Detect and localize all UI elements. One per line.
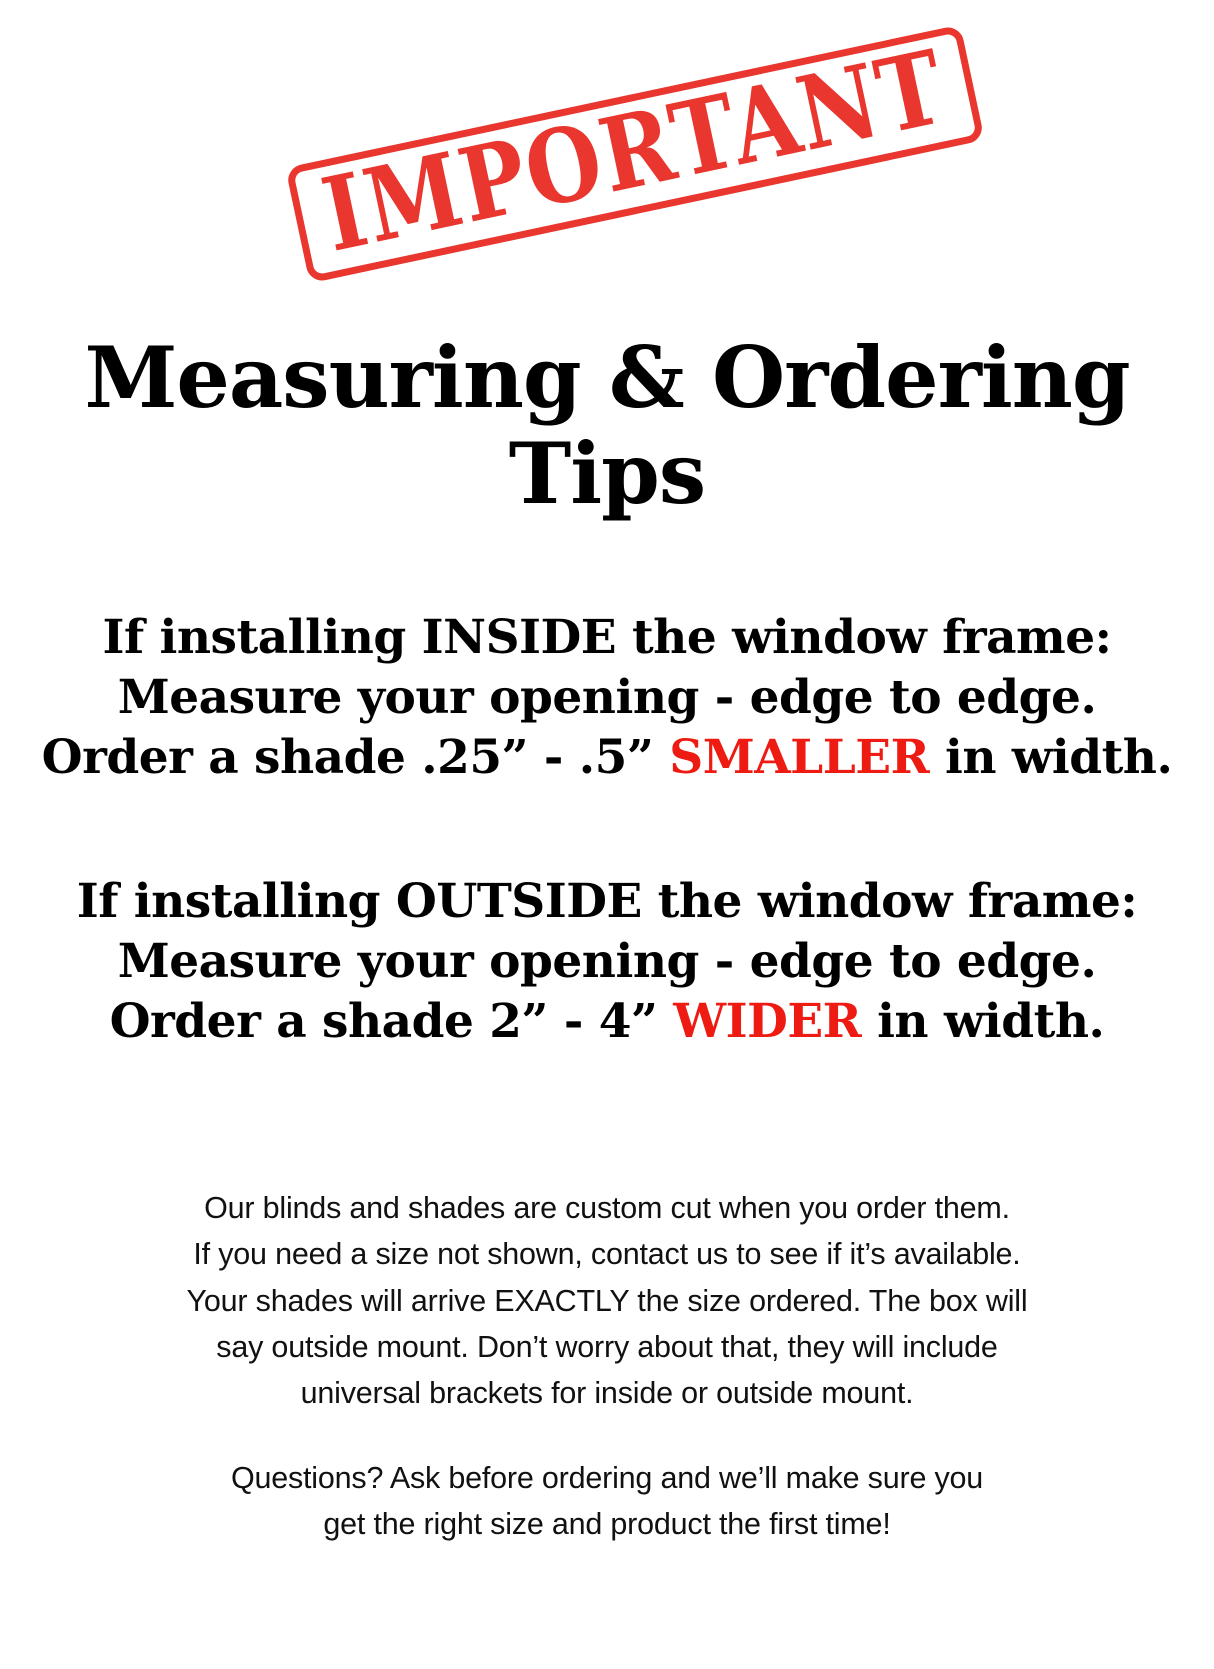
inside-mount-order-suffix: in width. xyxy=(929,730,1173,786)
outside-mount-heading: If installing OUTSIDE the window frame: xyxy=(76,874,1138,929)
fineprint-line: say outside mount. Don’t worry about that, they will include xyxy=(216,1330,998,1365)
fineprint-paragraph-1 xyxy=(0,1185,1214,1417)
inside-mount-instructions xyxy=(0,608,1214,788)
outside-mount-order-suffix: in width. xyxy=(861,994,1105,1050)
outside-mount-measure-line: Measure your opening - edge to edge. xyxy=(117,934,1097,990)
outside-mount-instructions xyxy=(0,872,1214,1052)
page-title-line-1: Measuring & Ordering xyxy=(84,328,1130,427)
inside-mount-order-line xyxy=(0,728,1214,788)
outside-mount-order-prefix: Order a shade 2” - 4” xyxy=(109,994,674,1050)
important-stamp-label: IMPORTANT xyxy=(313,27,956,276)
outside-mount-order-highlight: WIDER xyxy=(673,994,862,1050)
important-stamp-area xyxy=(0,27,1214,310)
inside-mount-order-highlight: SMALLER xyxy=(669,730,930,786)
page-title-line-2: Tips xyxy=(508,423,706,523)
outside-mount-order-line xyxy=(0,992,1214,1052)
fineprint-line: If you need a size not shown, contact us to see if it’s available. xyxy=(193,1237,1021,1272)
fineprint-line: Our blinds and shades are custom cut when you order them. xyxy=(204,1191,1010,1225)
fineprint-line: universal brackets for inside or outside mount. xyxy=(300,1376,914,1411)
page-title xyxy=(0,330,1214,522)
fineprint-paragraph-2 xyxy=(0,1455,1214,1548)
inside-mount-heading: If installing INSIDE the window frame: xyxy=(102,610,1112,665)
inside-mount-measure-line: Measure your opening - edge to edge. xyxy=(117,670,1097,726)
important-stamp xyxy=(285,25,984,284)
fineprint-line: Your shades will arrive EXACTLY the size ordered. The box will xyxy=(186,1283,1028,1318)
fineprint-line: Questions? Ask before ordering and we’ll make sure you xyxy=(230,1461,984,1495)
inside-mount-order-prefix: Order a shade .25” - .5” xyxy=(41,730,670,786)
fineprint-line: get the right size and product the first time! xyxy=(323,1507,891,1542)
